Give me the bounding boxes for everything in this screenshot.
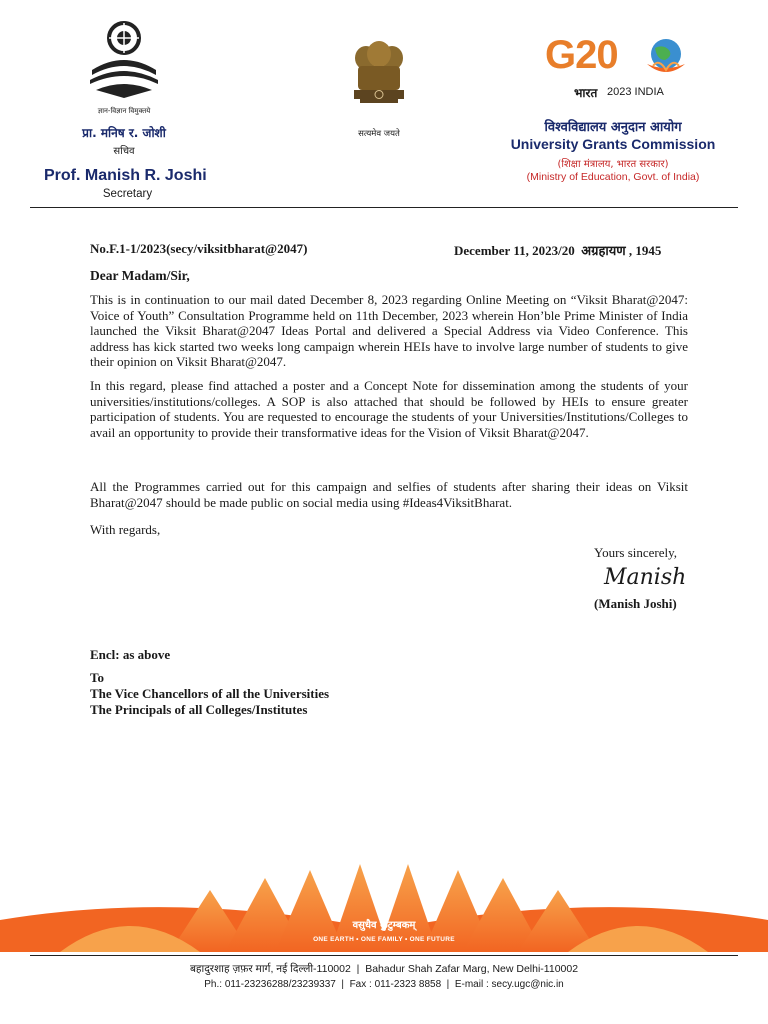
g20-text: G20 [545, 33, 618, 77]
g20-sub-year: 2023 INDIA [607, 86, 664, 98]
signatory-name: (Manish Joshi) [594, 596, 677, 611]
closing: With regards, [90, 522, 161, 537]
paragraph-3-text: All the Programmes carried out for this campaign and selfies of students after sharing their ideas on Viksit Bharat@2047 should be made public on social media using #Ideas4ViksitBharat. [90, 479, 688, 510]
org-hindi: विश्वविद्यालय अनुदान आयोग [544, 120, 682, 135]
national-emblem-icon [346, 40, 412, 130]
emblem-motto: सत्यमेव जयते [358, 129, 400, 139]
salutation: Dear Madam/Sir, [90, 268, 190, 283]
ugc-motto: ज्ञान-विज्ञान विमुक्तये [97, 107, 151, 115]
name-english: Prof. Manish R. Joshi [44, 167, 207, 184]
lotus-banner-icon [0, 860, 768, 960]
reference-number: No.F.1-1/2023(secy/viksitbharat@2047) [90, 241, 308, 256]
footer-motto-hindi: वसुधैव कुटुम्बकम् [352, 920, 416, 931]
ministry-english: (Ministry of Education, Govt. of India) [526, 171, 700, 183]
paragraph-1 [90, 292, 688, 370]
paragraph-3 [90, 479, 688, 510]
recipient-1: The Vice Chancellors of all the Universities [90, 686, 330, 701]
letter-date: December 11, 2023/20 अग्रहायण , 1945 [454, 243, 662, 258]
footer-contact: Ph.: 011-23236288/23239337 | Fax : 011-2323 8858 | E-mail : secy.ugc@nic.in [204, 979, 564, 990]
paragraph-2-text: In this regard, please find attached a poster and a Concept Note for dissemination among the students of your universities/institutions/colleges. A SOP is also attached that should be followed by HEIs to ensure greater participation of students. You are requested to encourage the students of your Universities/Institutions/Colleges to avail an opportunity to provide their transformative ideas for the Vision of Viksit Bharat@2047. [90, 378, 688, 440]
title-english: Secretary [102, 188, 153, 200]
to-label: To [90, 670, 104, 685]
title-hindi: सचिव [113, 146, 135, 157]
header-divider [30, 207, 738, 208]
ministry-hindi: (शिक्षा मंत्रालय, भारत सरकार) [557, 159, 669, 170]
footer-address: बहादुरशाह ज़फ़र मार्ग, नई दिल्ली-110002 | Bahadur Shah Zafar Marg, New Delhi-110002 [189, 963, 579, 975]
paragraph-2 [90, 378, 688, 440]
recipient-2: The Principals of all Colleges/Institutes [90, 702, 308, 717]
paragraph-1-text: This is in continuation to our mail dated December 8, 2023 regarding Online Meeting on “Viksit Bharat@2047: Voice of Youth” Consultation Programme held on 11th December, 2023 wherein Hon’ble Prime Minister of India launched the Viksit Bharat@2047 Ideas Portal and delivered a Special Address via Video Conference. This address has kick started two weeks long campaign wherein HEIs have to involve large number of students to give their opinion on Viksit Bharat@2047. [90, 292, 688, 370]
footer-motto-english: ONE EARTH • ONE FAMILY • ONE FUTURE [313, 936, 455, 943]
org-english: University Grants Commission [510, 136, 716, 152]
signature: Manish [604, 565, 687, 590]
enclosure: Encl: as above [90, 647, 171, 662]
globe-lotus-icon [643, 34, 689, 80]
footer-divider [30, 955, 738, 956]
yours-sincerely: Yours sincerely, [594, 545, 678, 560]
g20-sub-hindi: भारत [574, 86, 598, 100]
g20-logo [545, 32, 695, 88]
ugc-logo-icon [86, 20, 162, 100]
name-hindi: प्रा. मनिष र. जोशी [82, 126, 166, 140]
